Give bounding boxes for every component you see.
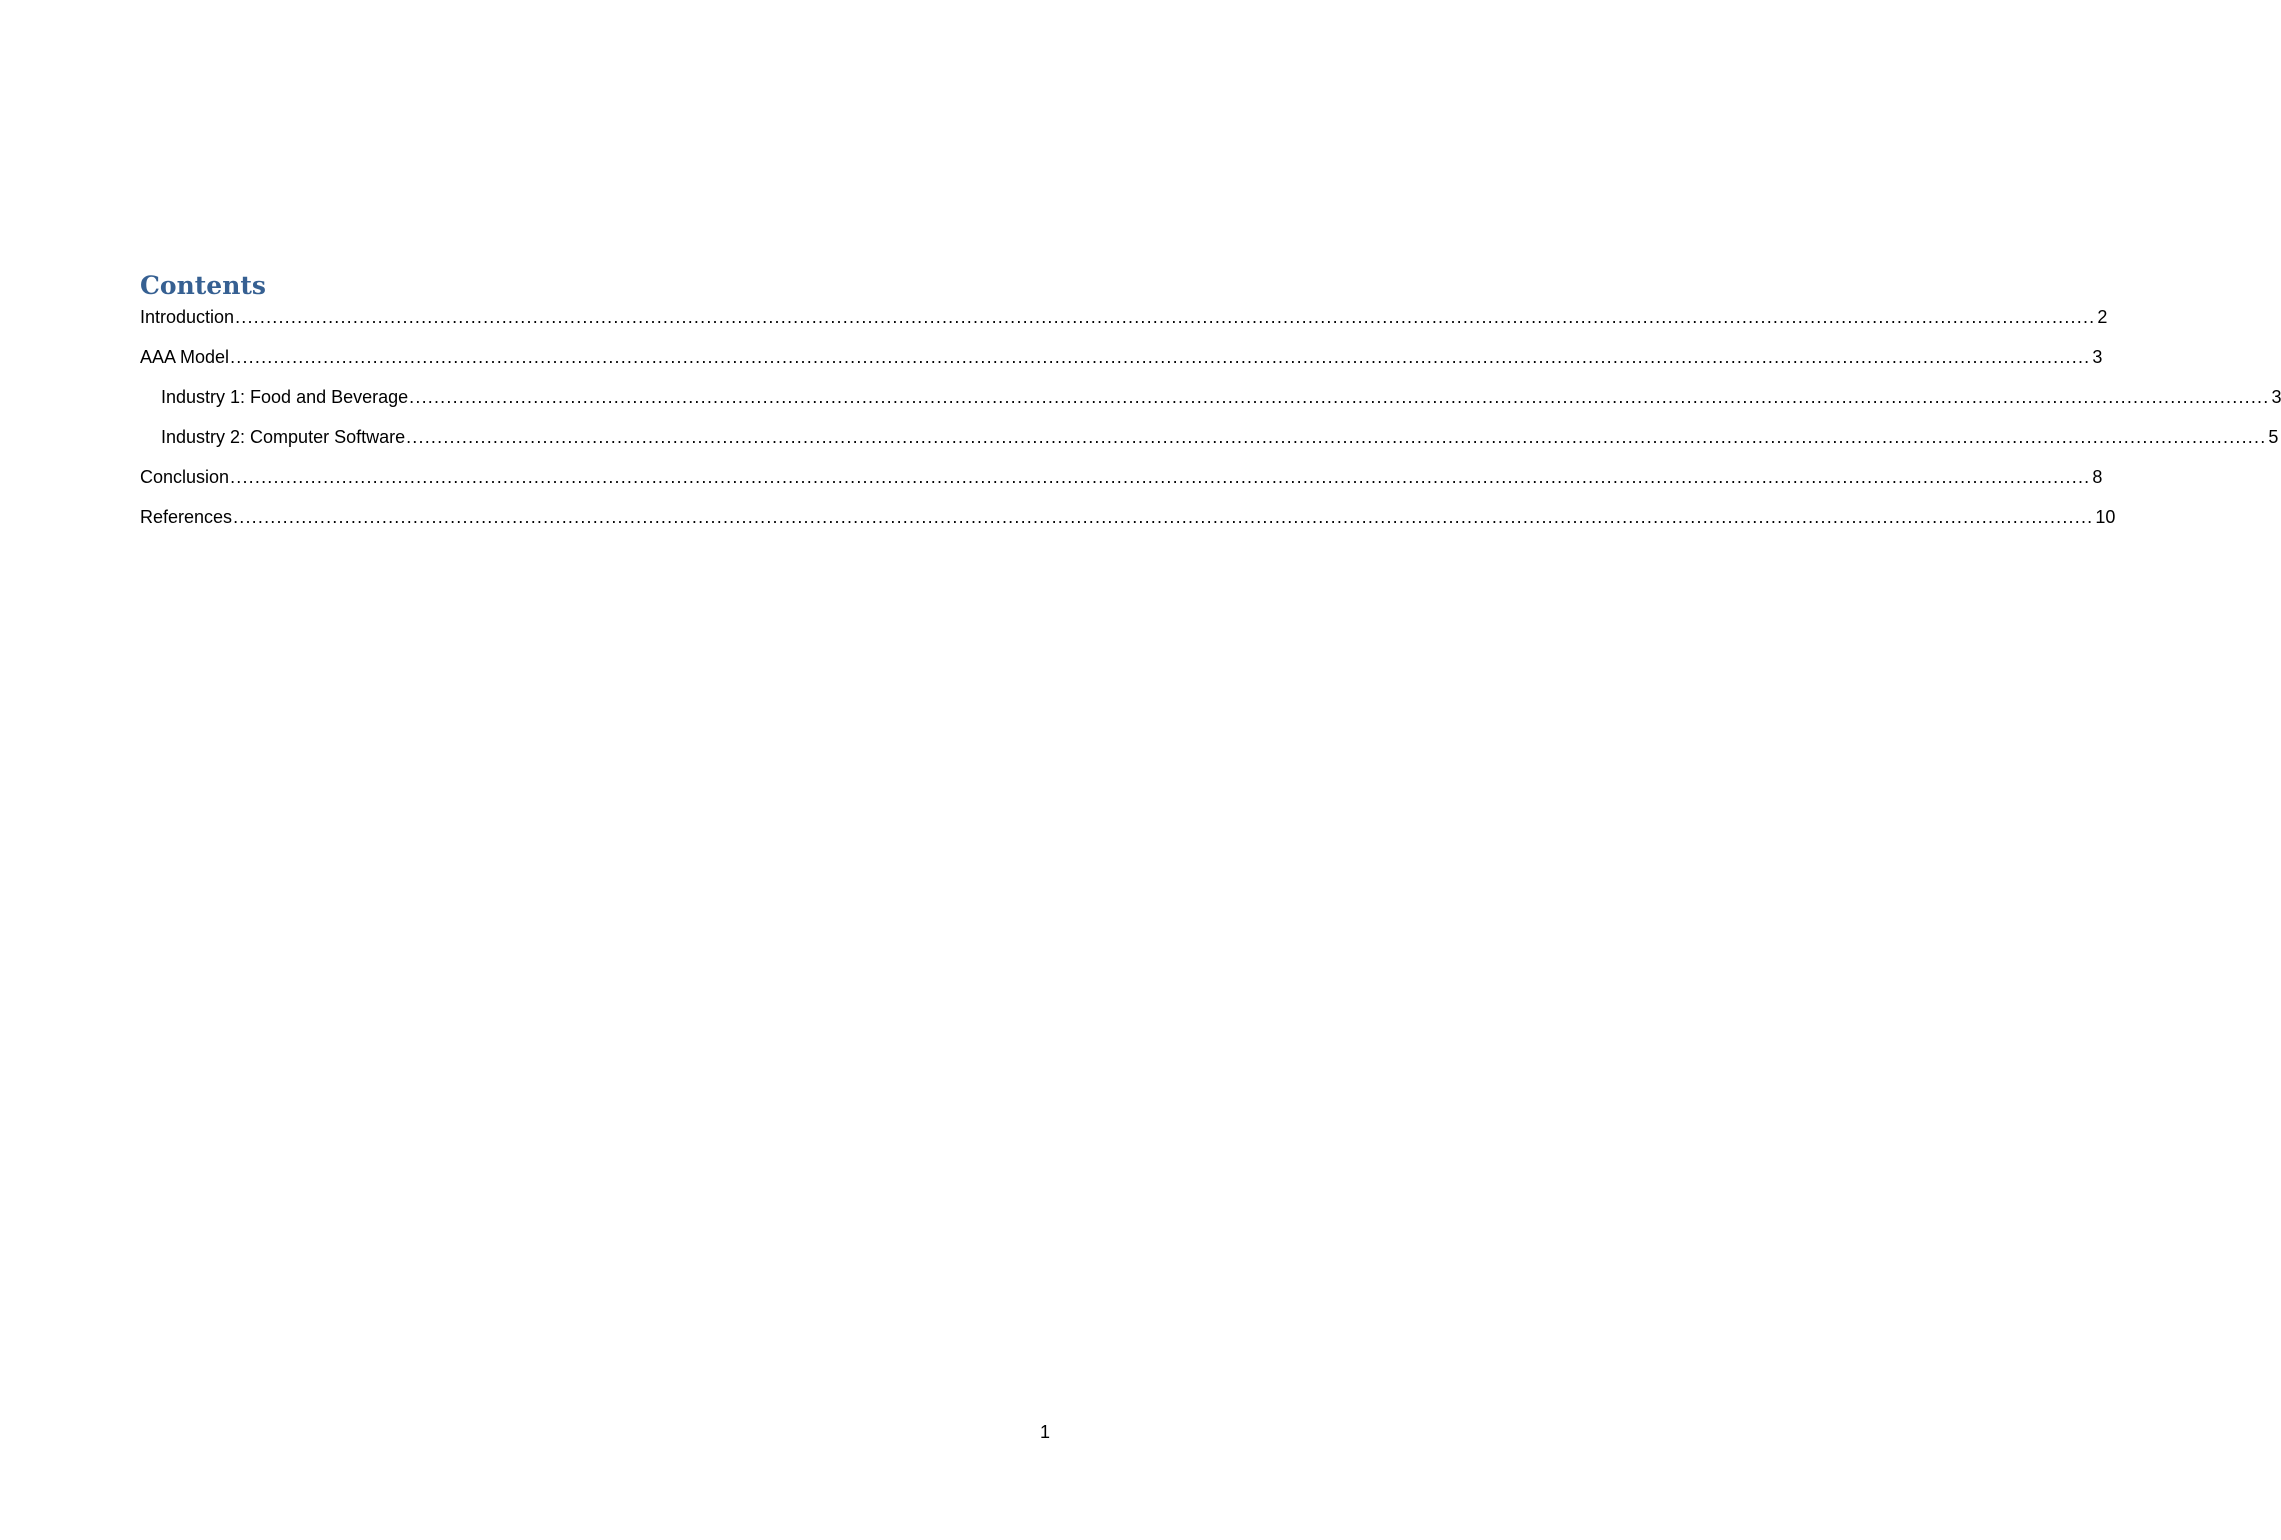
table-of-contents bbox=[140, 268, 2281, 545]
toc-entry-aaa-model[interactable] bbox=[140, 345, 2103, 385]
toc-entry-title: Conclusion bbox=[140, 467, 230, 487]
toc-list bbox=[140, 305, 2281, 545]
toc-entry-conclusion[interactable] bbox=[140, 465, 2103, 505]
toc-dot-leader: ............................................................................................................................................................................................................................................................................................................ bbox=[406, 427, 2267, 447]
toc-entry-introduction[interactable] bbox=[140, 305, 2108, 345]
toc-entry-page: 2 bbox=[2097, 307, 2108, 327]
toc-entry-page: 8 bbox=[2092, 467, 2103, 487]
toc-entry-references[interactable] bbox=[140, 505, 2116, 545]
page-number: 1 bbox=[1039, 1422, 1050, 1442]
toc-entry-title: Introduction bbox=[140, 307, 235, 327]
toc-dot-leader: ............................................................................................................................................................................................................................................................................................................ bbox=[230, 467, 2091, 487]
toc-heading: Contents bbox=[140, 271, 267, 300]
toc-dot-leader: ............................................................................................................................................................................................................................................................................................................ bbox=[230, 347, 2091, 367]
toc-entry-title: Industry 2: Computer Software bbox=[161, 427, 406, 447]
toc-dot-leader: ............................................................................................................................................................................................................................................................................................................ bbox=[235, 307, 2096, 327]
toc-entry-industry-2[interactable] bbox=[140, 425, 2279, 465]
toc-entry-page: 5 bbox=[2268, 427, 2279, 447]
toc-entry-page: 10 bbox=[2095, 507, 2116, 527]
toc-entry-title: References bbox=[140, 507, 233, 527]
toc-dot-leader: ............................................................................................................................................................................................................................................................................................................ bbox=[233, 507, 2094, 527]
toc-entry-page: 3 bbox=[2271, 387, 2281, 407]
toc-entry-title: Industry 1: Food and Beverage bbox=[161, 387, 409, 407]
toc-dot-leader: ............................................................................................................................................................................................................................................................................................................ bbox=[409, 387, 2270, 407]
toc-entry-industry-1[interactable] bbox=[140, 385, 2281, 425]
toc-entry-page: 3 bbox=[2092, 347, 2103, 367]
toc-entry-title: AAA Model bbox=[140, 347, 230, 367]
